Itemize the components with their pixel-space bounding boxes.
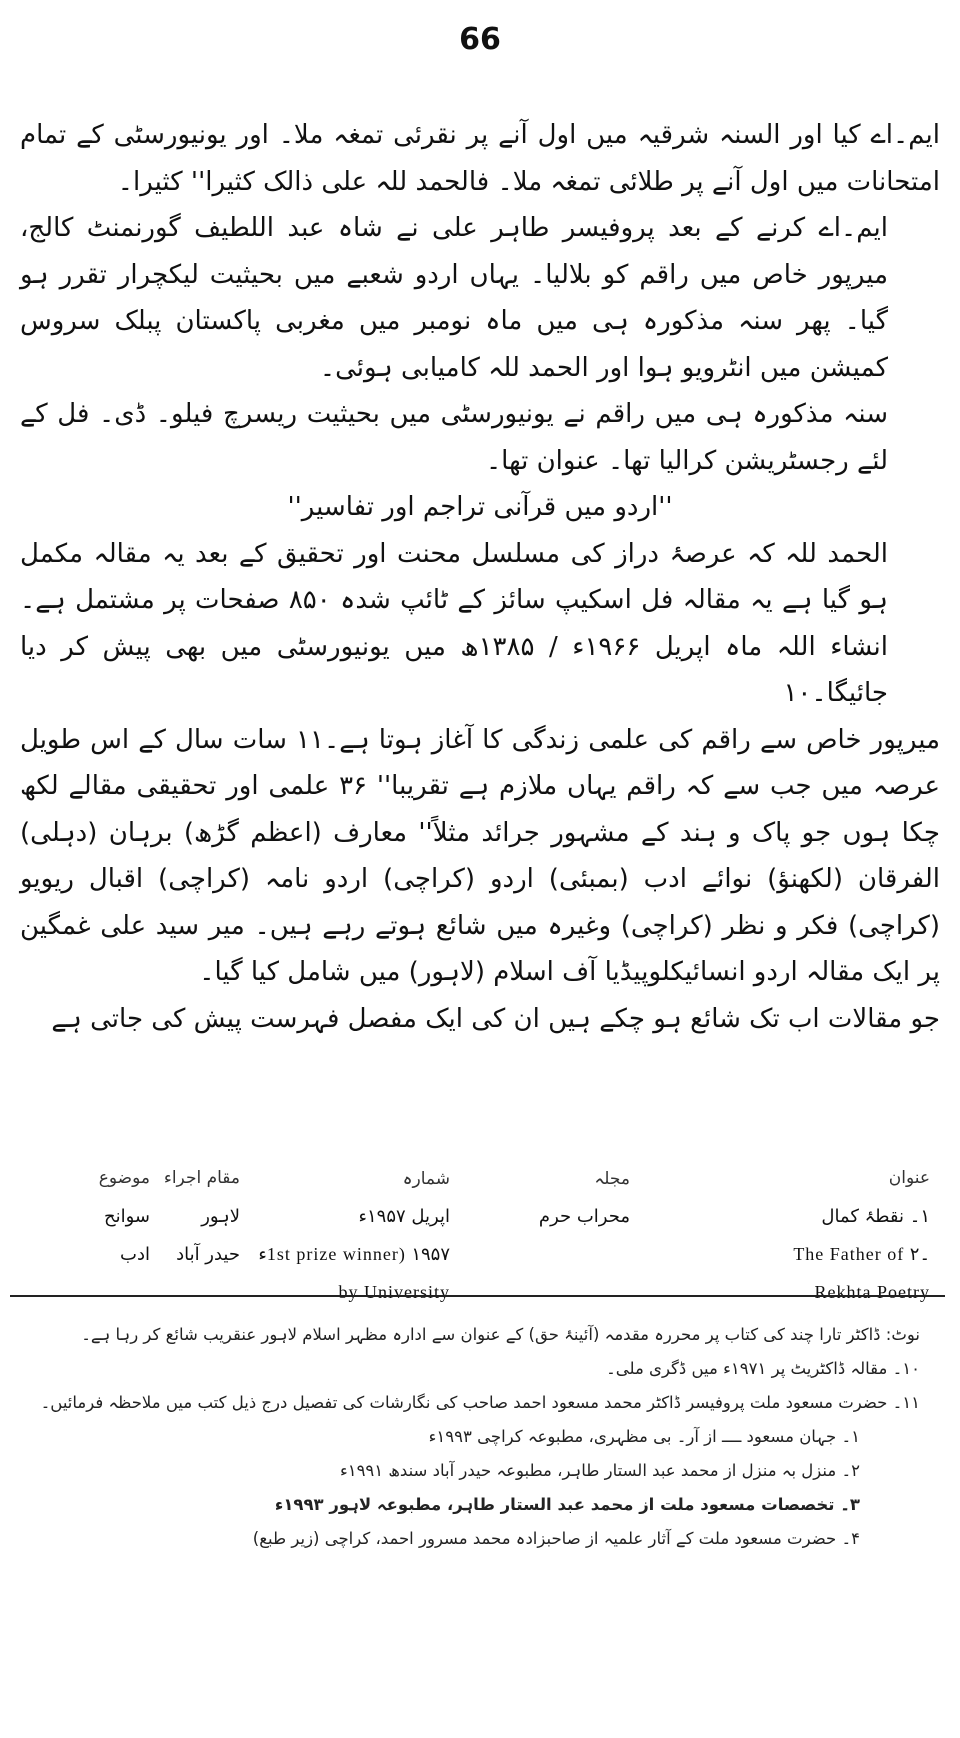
row-title: ۱۔ نقطۂ کمال [821, 1206, 930, 1227]
row-title: The Father of ۔۲ [793, 1244, 930, 1264]
footnote-sub-item: ۱۔ جہان مسعود ــــ از آر۔ بی مظہری، مطبوعہ کراچی ۱۹۹۳ء [428, 1427, 860, 1446]
table-row [30, 1206, 930, 1244]
footnote: ۱۱۔ حضرت مسعود ملت پروفیسر ڈاکٹر محمد مسعود احمد صاحب کی نگارشات کی تفصیل درج ذیل کتب میں ملاحظہ فرمائیں۔ [40, 1393, 920, 1412]
row-issue: 1st prize winner) ۱۹۵۷ء [258, 1244, 450, 1264]
footnote-sub-item: ۲۔ منزل بہ منزل از محمد عبد الستار طاہر، مطبوعہ حیدر آباد سندھ ۱۹۹۱ء [339, 1461, 860, 1480]
table-header-row [30, 1168, 930, 1206]
row-subject: سوانح [103, 1206, 150, 1227]
footnote: ۱۰۔ مقالہ ڈاکٹریٹ پر ۱۹۷۱ء میں ڈگری ملی۔ [606, 1359, 920, 1378]
header-issue: شمارہ [402, 1169, 450, 1189]
footnote-sub-item: ۳۔ تخصصات مسعود ملت از محمد عبد الستار طاہر، مطبوعہ لاہور ۱۹۹۳ء [274, 1495, 860, 1514]
header-place: مقام اجراء [163, 1168, 240, 1188]
paragraph: میرپور خاص سے راقم کی علمی زندگی کا آغاز ہوتا ہے۔۱۱ سات سال کے اس طویل عرصہ میں جب سے کہ راقم یہاں ملازم ہے تقریبا'' ۳۶ علمی اور تحقیقی مقالے لکھ چکا ہوں جو پاک و ہند کے مشہور جرائد مثلاً'' معارف (اعظم گڑھ) برہان (دہلی) الفرقان (لکھنؤ) نوائے ادب (بمبئی) اردو (کراچی) اردو نامہ (کراچی) اقبال ریویو (کراچی) فکر و نظر (کراچی) وغیرہ میں شائع ہوتے رہے ہیں۔ میر سید علی غمگین پر ایک مقالہ اردو انسائیکلوپیڈیا آف اسلام (لاہور) میں شامل کیا گیا۔ [20, 724, 940, 987]
footnote-divider [10, 1295, 945, 1297]
table-row [30, 1244, 930, 1282]
paragraph: جو مقالات اب تک شائع ہو چکے ہیں ان کی ایک مفصل فہرست پیش کی جاتی ہے [51, 1003, 940, 1034]
row-place: لاہور [201, 1206, 240, 1227]
note-text: نوٹ: ڈاکٹر تارا چند کی کتاب پر محررہ مقدمہ (آئینۂ حق) کے عنوان سے ادارہ مظہر اسلام لاہور عنقریب شائع کر رہا ہے۔ [81, 1325, 920, 1344]
row-magazine: محراب حرم [538, 1206, 630, 1227]
thesis-title: ''اردو میں قرآنی تراجم اور تفاسیر'' [287, 492, 673, 522]
row-subject: ادب [120, 1244, 150, 1265]
articles-table [30, 1168, 930, 1320]
paragraph: ایم۔اے کیا اور السنہ شرقیہ میں اول آنے پر نقرئی تمغہ ملا۔ اور یونیورسٹی کے تمام امتحانات میں اول آنے پر طلائی تمغہ ملا۔ فالحمد للہ علی ذالک کثیرا'' کثیرا۔ [20, 120, 940, 197]
row-place: حیدر آباد [176, 1244, 240, 1265]
page-number: 66 [459, 22, 501, 57]
header-magazine: مجلہ [594, 1169, 630, 1189]
footnotes [40, 1318, 920, 1556]
paragraph: ایم۔اے کرنے کے بعد پروفیسر طاہر علی نے شاہ عبد اللطیف گورنمنٹ کالج، میرپور خاص میں راقم کو بلالیا۔ یہاں اردو شعبے میں بحیثیت لیکچرار تقرر ہو گیا۔ پھر سنہ مذکورہ ہی میں ماہ نومبر میں مغربی پاکستان پبلک سروس کمیشن میں انٹرویو ہوا اور الحمد للہ کامیابی ہوئی۔ [20, 213, 888, 383]
paragraph: سنہ مذکورہ ہی میں راقم نے یونیورسٹی میں بحیثیت ریسرچ فیلو۔ ڈی۔ فل کے لئے رجسٹریشن کرالیا تھا۔ عنوان تھا۔ [20, 399, 888, 476]
row-issue: by University [338, 1282, 450, 1302]
header-subject: موضوع [98, 1168, 150, 1188]
row-title: Rekhta Poetry [814, 1282, 930, 1302]
paragraph: الحمد للہ کہ عرصۂ دراز کی مسلسل محنت اور تحقیق کے بعد یہ مقالہ مکمل ہو گیا ہے یہ مقالہ فل اسکیپ سائز کے ٹائپ شدہ ۸۵۰ صفحات پر مشتمل ہے۔ انشاء اللہ ماہ اپریل ۱۹۶۶ء / ۱۳۸۵ھ میں یونیورسٹی میں بھی پیش کر دیا جائیگا۔۱۰ [20, 538, 888, 708]
footnote-sub-item: ۴۔ حضرت مسعود ملت کے آثار علمیہ از صاحبزادہ محمد مسرور احمد، کراچی (زیر طبع) [252, 1529, 860, 1548]
body-text [20, 112, 940, 1042]
header-title: عنوان [888, 1168, 930, 1188]
row-issue: اپریل ۱۹۵۷ء [358, 1206, 450, 1227]
table-row [30, 1282, 930, 1320]
